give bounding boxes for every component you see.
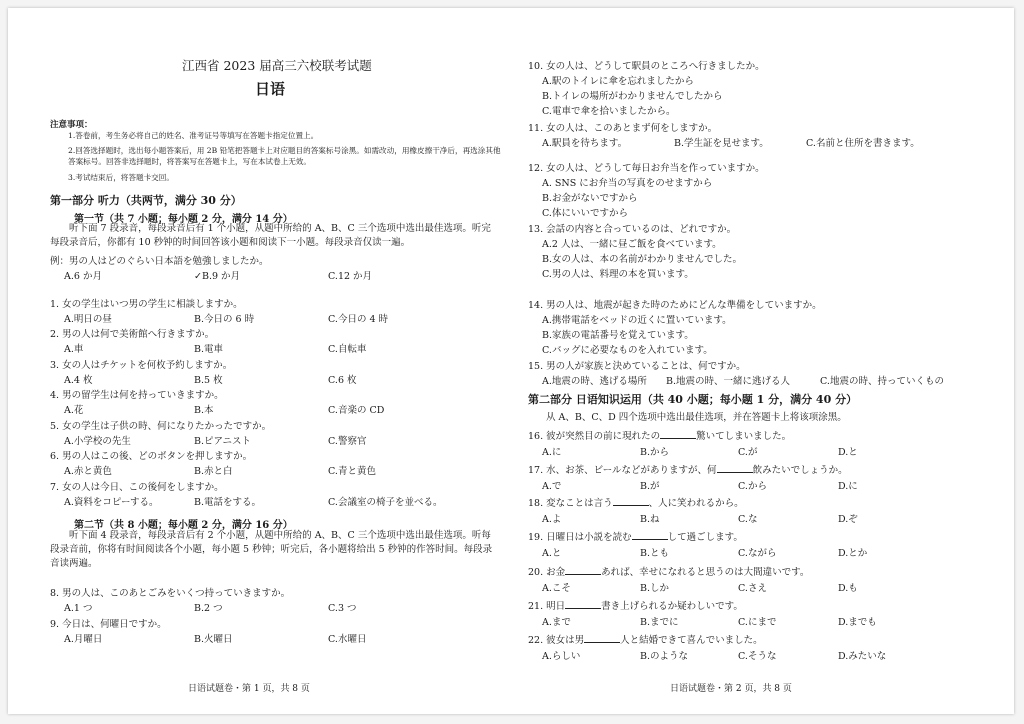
option-c: C.警察官 (328, 436, 367, 447)
option-a: A.よ (542, 514, 562, 525)
option-b: B.ね (640, 514, 660, 525)
question-text: 5. 女の学生は子供の時、何になりたかったですか。 (50, 421, 272, 432)
question-text: 2. 男の人は何で美術館へ行きますか。 (50, 329, 215, 340)
option-c: C.3 つ (328, 603, 357, 614)
sec1-instructions: 听下面 7 段录音，每段录音后有 1 个小题，从题中所给的 A、B、C 三个选项中选出最佳选项。听完每段录音后，你都有 10 秒钟的时间回答该小题和阅读下一小题。每段录音仅读一遍。 (50, 223, 491, 248)
question-text: 3. 女の人はチケットを何枚予約しますか。 (50, 360, 233, 371)
question-text: 14. 男の人は、地震が起きた時のためにどんな準備をしていますか。 (528, 300, 822, 311)
option-b: B.女の人は、本の名前がわかりませんでした。 (542, 254, 743, 265)
sec2-instructions: 听下面 4 段录音，每段录音后有 2 个小题，从题中所给的 A、B、C 三个选项中选出最佳选项。听每段录音前，你将有时间阅读各个小题，每小题 5 秒钟；听完后，各小题将给出 5 秒钟的作答时间。每段录音读两遍。 (50, 530, 493, 569)
example-option-b: ✓B.9 か月 (194, 271, 241, 282)
question-text: 9. 今日は、何曜日ですか。 (50, 619, 167, 630)
option-b: B.本 (194, 405, 214, 416)
option-b: B.から (640, 447, 670, 458)
question-text: 4. 男の留学生は何を持っていきますか。 (50, 390, 224, 401)
question-text: 15. 男の人が家族と決めていることは、何ですか。 (528, 361, 746, 372)
option-c: C.な (738, 514, 758, 525)
question-stem-end: 書き上げられるか疑わしいです。 (601, 601, 743, 612)
option-d: D.ぞ (838, 514, 858, 525)
question-text (528, 428, 791, 442)
part1-heading: 第一部分 听力（共两节，满分 30 分） (50, 194, 242, 207)
question-stem: 19. 日曜日は小説を読む (528, 532, 632, 543)
option-c: C.水曜日 (328, 634, 367, 645)
option-a: A.駅のトイレに傘を忘れましたから (542, 76, 694, 87)
option-a: A.花 (64, 405, 84, 416)
option-b: B.赤と白 (194, 466, 233, 477)
note-1: 1.答卷前，考生务必将自己的姓名、准考证号等填写在答题卡指定位置上。 (68, 131, 319, 140)
option-b: B.電車 (194, 344, 224, 355)
option-a: A.に (542, 447, 562, 458)
example-question: 例：男の人はどのぐらい日本語を勉強しましたか。 (50, 256, 269, 267)
option-b: B.2 つ (194, 603, 223, 614)
option-a: A.4 枚 (64, 375, 93, 386)
option-b: B.が (640, 481, 660, 492)
question-text: 1. 女の学生はいつ男の学生に相談しますか。 (50, 299, 243, 310)
question-text: 11. 女の人は、このあとまず何をしますか。 (528, 123, 718, 134)
option-d: D.とか (838, 548, 868, 559)
option-c: C.今日の 4 時 (328, 314, 389, 325)
question-stem: 20. お金 (528, 567, 566, 578)
option-c: C.さえ (738, 583, 767, 594)
option-c: C.から (738, 481, 767, 492)
question-text (528, 495, 744, 509)
question-text: 12. 女の人は、どうして毎日お弁当を作っていますか。 (528, 163, 765, 174)
sec2-heading: 第二节（共 8 小题；每小题 2 分，满分 16 分） (74, 520, 293, 531)
option-c: C.6 枚 (328, 375, 357, 386)
option-a: A.小学校の先生 (64, 436, 131, 447)
answer-blank (584, 633, 620, 643)
option-d: D.に (838, 481, 858, 492)
answer-blank (660, 429, 696, 439)
option-b: B.お金がないですから (542, 193, 638, 204)
option-b: B.今日の 6 時 (194, 314, 255, 325)
option-c: C.青と黄色 (328, 466, 376, 477)
option-a: A.明日の昼 (64, 314, 112, 325)
answer-blank (632, 530, 668, 540)
option-c: C.自転車 (328, 344, 367, 355)
question-text (528, 462, 848, 476)
option-a: A.月曜日 (64, 634, 103, 645)
question-stem-end: あれば、幸せになれると思うのは大間違いです。 (601, 567, 810, 578)
question-stem: 22. 彼女は男 (528, 635, 585, 646)
option-b: B.学生証を見せます。 (674, 138, 769, 149)
subject-title: 日语 (255, 80, 286, 98)
option-b: B.火曜日 (194, 634, 233, 645)
option-c: C.バッグに必要なものを入れています。 (542, 345, 713, 356)
note-3: 3.考试结束后，将答题卡交回。 (68, 173, 174, 182)
option-d: D.までも (838, 617, 877, 628)
option-d: D.と (838, 447, 858, 458)
option-a: A.らしい (542, 651, 581, 662)
question-stem: 17. 水、お茶、ビールなどがありますが、何 (528, 465, 717, 476)
option-d: D.も (838, 583, 858, 594)
option-c: C.名前と住所を書きます。 (806, 138, 920, 149)
example-option-c: C.12 か月 (328, 271, 373, 282)
question-stem-end: 驚いてしまいました。 (696, 431, 792, 442)
question-stem-end: して過ごします。 (667, 532, 743, 543)
page-2 (528, 8, 978, 714)
question-stem-end: 人と結婚できて喜んでいました。 (620, 635, 763, 646)
option-b: B.地震の時、一緒に逃げる人 (666, 376, 791, 387)
question-stem: 18. 変なことは言う (528, 498, 613, 509)
question-text: 13. 会話の内容と合っているのは、どれですか。 (528, 224, 737, 235)
option-b: B.家族の電話番号を覚えています。 (542, 330, 694, 341)
option-c: C.にまで (738, 617, 777, 628)
part2-heading: 第二部分 日语知识运用（共 40 小题；每小题 1 分，满分 40 分） (528, 393, 858, 406)
question-text: 6. 男の人はこの後、どのボタンを押しますか。 (50, 451, 253, 462)
option-a: A.1 つ (64, 603, 93, 614)
question-stem-end: 飲みたいでしょうか。 (752, 465, 848, 476)
question-text (528, 564, 809, 578)
option-d: D.みたいな (838, 651, 887, 662)
question-text (528, 632, 763, 646)
question-stem-end: 、人に笑われるから。 (648, 498, 744, 509)
answer-blank (565, 599, 601, 609)
page-1 (50, 8, 500, 714)
option-b: B.電話をする。 (194, 497, 262, 508)
option-a: A.駅員を待ちます。 (542, 138, 628, 149)
question-text (528, 529, 743, 543)
option-a: A.携帯電話をベッドの近くに置いています。 (542, 315, 732, 326)
option-c: C.電車で傘を拾いましたから。 (542, 106, 676, 117)
page-footer-2: 日语试题卷・第 2 页，共 8 页 (670, 684, 792, 694)
option-b: B.までに (640, 617, 679, 628)
option-b: B.トイレの場所がわかりませんでしたから (542, 91, 723, 102)
example-option-a: A.6 か月 (64, 271, 102, 282)
option-c: C.男の人は、料理の本を買います。 (542, 269, 694, 280)
option-b: B.とも (640, 548, 670, 559)
option-a: A.と (542, 548, 562, 559)
answer-blank (565, 565, 601, 575)
option-c: C.音楽の CD (328, 405, 385, 416)
option-a: A.車 (64, 344, 84, 355)
question-text: 8. 男の人は、このあとごみをいくつ持っていきますか。 (50, 588, 291, 599)
option-a: A. SNS にお弁当の写真をのせますから (542, 178, 713, 189)
option-c: C.地震の時、持っていくもの (820, 376, 944, 387)
option-a: A.で (542, 481, 562, 492)
option-b: B.のような (640, 651, 689, 662)
option-c: C.ながら (738, 548, 777, 559)
sec1-heading: 第一节（共 7 小题；每小题 2 分，满分 14 分） (74, 214, 293, 225)
exam-sheet (8, 8, 1014, 714)
option-c: C.体にいいですから (542, 208, 628, 219)
question-text (528, 598, 743, 612)
option-a: A.資料をコピーする。 (64, 497, 159, 508)
option-b: B.しか (640, 583, 670, 594)
page-footer-1: 日语试题卷・第 1 页，共 8 页 (188, 684, 310, 694)
option-c: C.そうな (738, 651, 777, 662)
option-a: A.赤と黄色 (64, 466, 112, 477)
question-text: 7. 女の人は今日、この後何をしますか。 (50, 482, 224, 493)
question-text: 10. 女の人は、どうして駅員のところへ行きましたか。 (528, 61, 765, 72)
option-b: B.5 枚 (194, 375, 223, 386)
note-2: 2.回答选择题时，选出每小题答案后，用 2B 铅笔把答题卡上对应题目的答案标号涂黑。如需改动，用橡皮擦干净后，再选涂其他答案标号。回答非选择题时，将答案写在答题卡上，写在本试卷上无效。 (68, 146, 501, 166)
question-stem: 16. 彼が突然目の前に現れたの (528, 431, 661, 442)
answer-blank (613, 496, 649, 506)
question-stem: 21. 明日 (528, 601, 566, 612)
option-b: B.ピアニスト (194, 436, 252, 447)
option-c: C.が (738, 447, 758, 458)
option-a: A.2 人は、一緒に昼ご飯を食べています。 (542, 239, 722, 250)
option-a: A.地震の時、逃げる場所 (542, 376, 647, 387)
option-c: C.会議室の椅子を並べる。 (328, 497, 443, 508)
answer-blank (717, 463, 753, 473)
option-a: A.こそ (542, 583, 571, 594)
part2-instructions: 从 A、B、C、D 四个选项中选出最佳选项，并在答题卡上将该项涂黑。 (546, 412, 847, 423)
exam-title: 江西省 2023 届高三六校联考试题 (182, 58, 372, 73)
option-a: A.まで (542, 617, 571, 628)
notes-heading: 注意事项： (50, 120, 93, 130)
